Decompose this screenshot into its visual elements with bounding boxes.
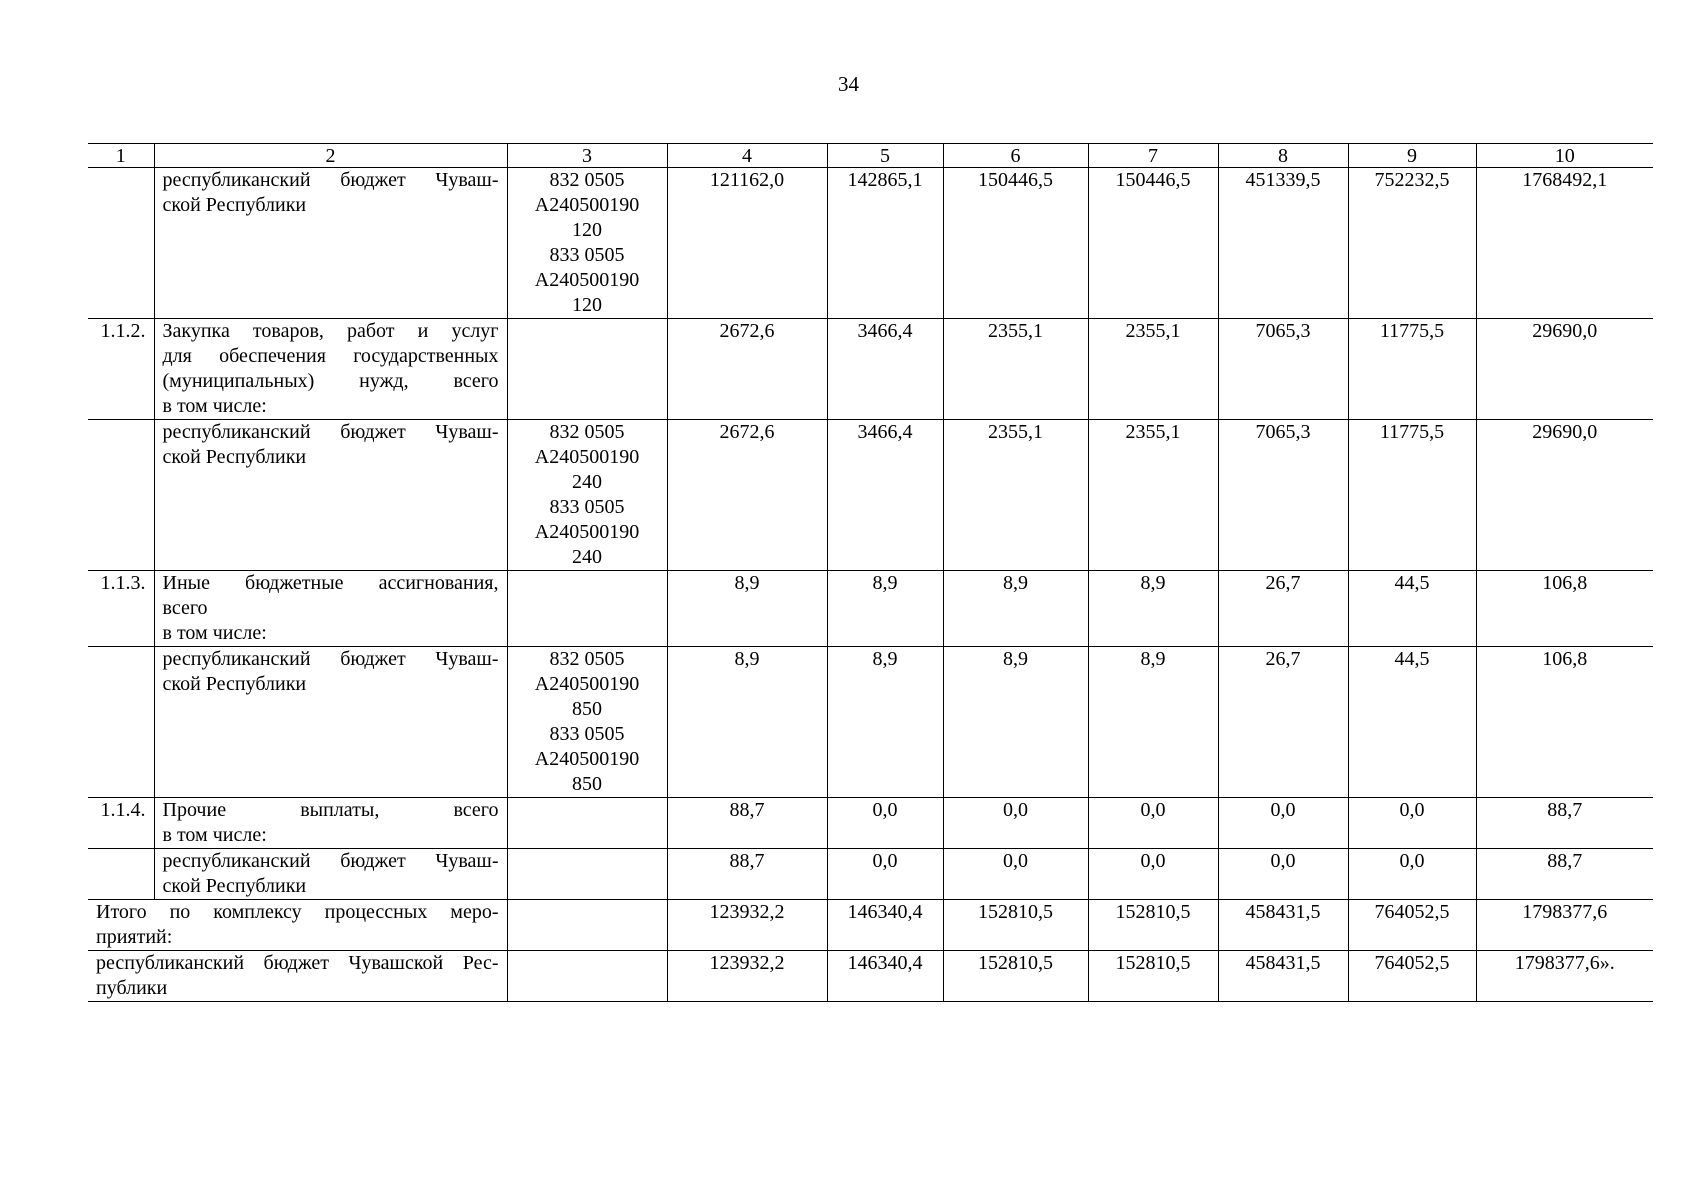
value-cell: 88,7 [1476,849,1653,900]
text-line: A240500190 [534,748,640,770]
value-cell: 764052,5 [1348,900,1476,951]
item-number-cell [88,647,154,798]
value-cell: 8,9 [1088,647,1218,798]
value-cell: 8,9 [667,571,827,647]
value-cell: 8,9 [667,647,827,798]
value-cell: 0,0 [1348,798,1476,849]
value-cell: 752232,5 [1348,168,1476,319]
text-line: приятий: [96,926,173,948]
text-line: 850 [572,773,602,795]
text-line: Закупка товаров, работ и услуг [162,320,499,342]
text-line: A240500190 [534,194,640,216]
value-cell: 88,7 [1476,798,1653,849]
description-cell [154,798,507,849]
value-cell: 44,5 [1348,571,1476,647]
value-cell: 150446,5 [943,168,1088,319]
text-line: 120 [572,294,602,316]
detail-row [88,168,1653,319]
detail-row [88,647,1653,798]
value-cell: 8,9 [943,571,1088,647]
value-cell: 458431,5 [1218,951,1348,1002]
value-cell: 7065,3 [1218,319,1348,420]
value-cell: 451339,5 [1218,168,1348,319]
text-line: Итого по комплексу процессных меро- [96,901,499,923]
value-cell: 8,9 [1088,571,1218,647]
text-line: республиканский бюджет Чуваш- [162,169,499,191]
value-cell: 0,0 [1088,798,1218,849]
value-cell: 11775,5 [1348,319,1476,420]
value-cell: 88,7 [667,798,827,849]
text-line: Прочие выплаты, всего [162,799,499,821]
text-line: республиканский бюджет Чуваш- [162,421,499,443]
description-cell [154,849,507,900]
total-row [88,900,1653,951]
value-cell: 1798377,6». [1476,951,1653,1002]
value-cell: 11775,5 [1348,420,1476,571]
value-cell: 2355,1 [1088,319,1218,420]
value-cell: 106,8 [1476,647,1653,798]
value-cell: 150446,5 [1088,168,1218,319]
page-number: 34 [838,72,859,96]
value-cell: 121162,0 [667,168,827,319]
text-line: в том числе: [162,395,267,417]
text-line: для обеспечения государственных [162,345,499,367]
text-line: ской Республики [162,875,307,897]
item-row [88,571,1653,647]
text-line: республиканский бюджет Чуваш- [162,648,499,670]
value-cell: 0,0 [1348,849,1476,900]
value-cell: 0,0 [827,798,943,849]
value-cell: 2355,1 [943,319,1088,420]
text-line: 832 0505 [549,169,625,191]
text-line: в том числе: [162,622,267,644]
value-cell: 142865,1 [827,168,943,319]
budget-code-cell [507,168,667,319]
value-cell: 2355,1 [943,420,1088,571]
value-cell: 44,5 [1348,647,1476,798]
header-cell: 2 [154,144,507,168]
text-line: республиканский бюджет Чувашской Рес- [96,952,499,974]
detail-row [88,420,1653,571]
item-number-cell: 1.1.4. [88,798,154,849]
detail-row [88,849,1653,900]
value-cell: 88,7 [667,849,827,900]
text-line: в том числе: [162,824,267,846]
value-cell: 1798377,6 [1476,900,1653,951]
text-line: республиканский бюджет Чуваш- [162,850,499,872]
value-cell: 0,0 [827,849,943,900]
budget-code-cell [507,571,667,647]
value-cell: 8,9 [943,647,1088,798]
text-line: 832 0505 [549,421,625,443]
header-cell: 10 [1476,144,1653,168]
value-cell: 123932,2 [667,951,827,1002]
budget-code-cell [507,420,667,571]
text-line: A240500190 [534,446,640,468]
item-number-cell [88,168,154,319]
text-line: публики [96,977,168,999]
item-row [88,319,1653,420]
budget-code-cell [507,798,667,849]
value-cell: 3466,4 [827,319,943,420]
item-number-cell [88,420,154,571]
value-cell: 0,0 [943,849,1088,900]
budget-table [88,143,1653,1002]
description-cell [154,168,507,319]
value-cell: 2672,6 [667,420,827,571]
text-line: 120 [572,219,602,241]
total-row [88,951,1653,1002]
value-cell: 0,0 [1088,849,1218,900]
value-cell: 152810,5 [1088,900,1218,951]
text-line: Иные бюджетные ассигнования, [162,572,499,594]
value-cell: 0,0 [1218,798,1348,849]
text-line: 850 [572,698,602,720]
item-number-cell: 1.1.3. [88,571,154,647]
value-cell: 3466,4 [827,420,943,571]
text-line: (муниципальных) нужд, всего [162,370,499,392]
value-cell: 106,8 [1476,571,1653,647]
value-cell: 8,9 [827,571,943,647]
value-cell: 26,7 [1218,571,1348,647]
value-cell: 2355,1 [1088,420,1218,571]
value-cell: 152810,5 [943,951,1088,1002]
item-number-cell [88,849,154,900]
value-cell: 123932,2 [667,900,827,951]
description-cell [154,319,507,420]
value-cell: 1768492,1 [1476,168,1653,319]
header-cell: 1 [88,144,154,168]
budget-code-cell [507,319,667,420]
value-cell: 0,0 [943,798,1088,849]
text-line: 240 [572,546,602,568]
value-cell: 152810,5 [943,900,1088,951]
table-header-row [88,144,1653,168]
item-number-cell: 1.1.2. [88,319,154,420]
text-line: A240500190 [534,673,640,695]
budget-code-cell [507,900,667,951]
value-cell: 152810,5 [1088,951,1218,1002]
total-label-cell [88,951,507,1002]
text-line: A240500190 [534,269,640,291]
value-cell: 29690,0 [1476,420,1653,571]
description-cell [154,647,507,798]
text-line: 832 0505 [549,648,625,670]
header-cell: 9 [1348,144,1476,168]
budget-code-cell [507,951,667,1002]
value-cell: 146340,4 [827,951,943,1002]
text-line: ской Республики [162,446,307,468]
header-cell: 6 [943,144,1088,168]
value-cell: 146340,4 [827,900,943,951]
description-cell [154,420,507,571]
text-line: ской Республики [162,194,307,216]
text-line: 833 0505 [549,244,625,266]
value-cell: 29690,0 [1476,319,1653,420]
budget-code-cell [507,647,667,798]
value-cell: 7065,3 [1218,420,1348,571]
text-line: 833 0505 [549,723,625,745]
text-line: 833 0505 [549,496,625,518]
header-cell: 8 [1218,144,1348,168]
value-cell: 0,0 [1218,849,1348,900]
header-cell: 5 [827,144,943,168]
value-cell: 458431,5 [1218,900,1348,951]
item-row [88,798,1653,849]
value-cell: 26,7 [1218,647,1348,798]
header-cell: 7 [1088,144,1218,168]
value-cell: 8,9 [827,647,943,798]
text-line: всего [162,597,208,619]
header-cell: 3 [507,144,667,168]
budget-code-cell [507,849,667,900]
value-cell: 2672,6 [667,319,827,420]
header-cell: 4 [667,144,827,168]
text-line: A240500190 [534,521,640,543]
description-cell [154,571,507,647]
value-cell: 764052,5 [1348,951,1476,1002]
text-line: 240 [572,471,602,493]
total-label-cell [88,900,507,951]
text-line: ской Республики [162,673,307,695]
